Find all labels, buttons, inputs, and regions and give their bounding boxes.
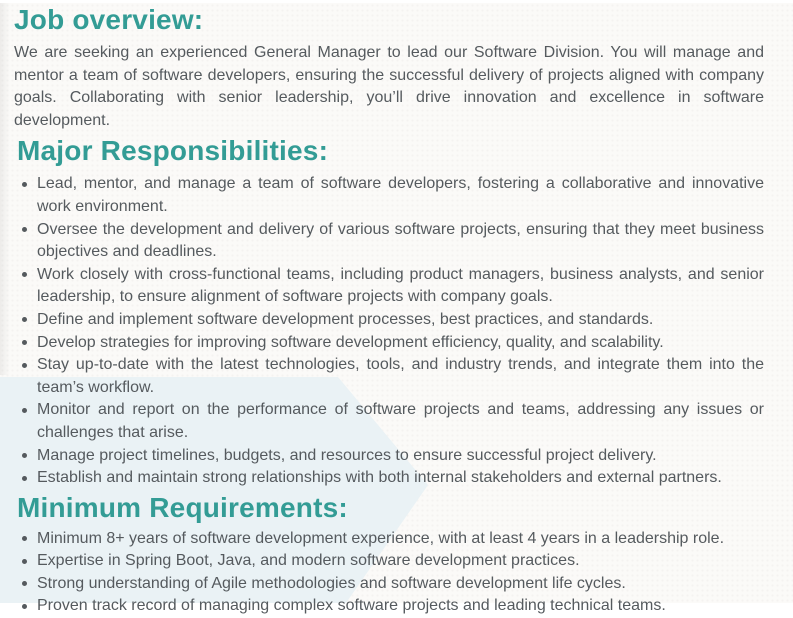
list-item: Oversee the development and delivery of various software projects, ensuring that they meet business objectives and deadlines. xyxy=(14,219,764,264)
list-item: Define and implement software development processes, best practices, and standards. xyxy=(14,309,764,332)
job-overview-heading: Job overview: xyxy=(14,4,204,35)
major-responsibilities-heading: Major Responsibilities: xyxy=(17,135,329,167)
list-item: Work closely with cross-functional teams, including product managers, business analysts, and senior leadership, to ensure alignment of software projects with company goals. xyxy=(14,264,764,309)
list-item: Stay up-to-date with the latest technologies, tools, and industry trends, and integrate them into the team’s workflow. xyxy=(14,354,764,399)
job-overview-paragraph: We are seeking an experienced General Manager to lead our Software Division. You will manage and mentor a team of software developers, ensuring the successful delivery of projects aligned with company goals. Collaborating with senior leadership, you’ll drive innovation and excellence in software development. xyxy=(14,44,764,129)
list-item: Proven track record of managing complex software projects and leading technical teams. xyxy=(14,595,764,618)
section-minimum-requirements xyxy=(14,492,764,618)
list-item: Develop strategies for improving software development efficiency, quality, and scalability. xyxy=(14,332,764,355)
list-item: Strong understanding of Agile methodologies and software development life cycles. xyxy=(14,573,764,596)
job-posting-page xyxy=(0,3,793,615)
list-item: Establish and maintain strong relationships with both internal stakeholders and external partners. xyxy=(14,467,764,490)
list-item: Manage project timelines, budgets, and resources to ensure successful project delivery. xyxy=(14,445,764,468)
list-item: Lead, mentor, and manage a team of software developers, fostering a collaborative and innovative work environment. xyxy=(14,173,764,218)
requirements-list xyxy=(14,528,764,618)
minimum-requirements-heading: Minimum Requirements: xyxy=(17,491,348,523)
responsibilities-list xyxy=(14,173,764,489)
list-item: Expertise in Spring Boot, Java, and modern software development practices. xyxy=(14,550,764,573)
list-item: Minimum 8+ years of software development experience, with at least 4 years in a leadership role. xyxy=(14,528,764,551)
page-content xyxy=(0,3,793,618)
section-job-overview xyxy=(14,3,764,132)
section-major-responsibilities xyxy=(14,135,764,489)
list-item: Monitor and report on the performance of software projects and teams, addressing any issues or challenges that arise. xyxy=(14,399,764,444)
